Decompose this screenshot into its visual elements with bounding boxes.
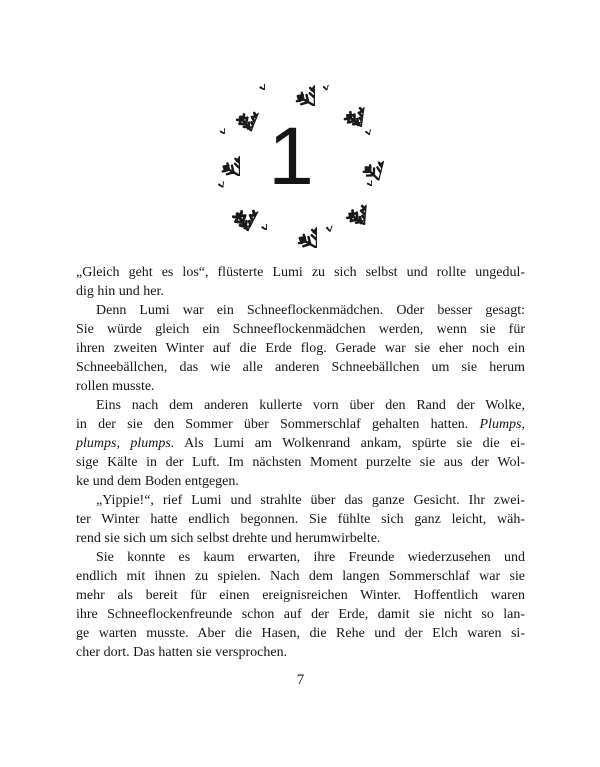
snowflake-icon — [360, 174, 372, 186]
text-line: „Yippie!“, rief Lumi und strahlte über das ganze Gesicht. Ihr zwei- — [96, 493, 525, 508]
chapter-text — [76, 263, 525, 662]
text-line: mehr als bereit für einen ereignisreichen Winter. Hoffentlich waren — [76, 588, 525, 603]
snowflake-icon — [273, 204, 317, 248]
text-line: ter Winter hatte endlich begonnen. Sie fühlte sich ganz leicht, wäh- — [76, 512, 525, 527]
chapter-ornament — [0, 0, 600, 260]
text-line: Eins nach dem anderen kullerte vorn über den Rand der Wolke, — [96, 398, 525, 413]
snowflake-icon — [252, 77, 265, 90]
text-line: ke und dem Boden entgegen. — [76, 474, 239, 489]
text-line: ihre Schneeflockenfreunde schon auf der Erde, damit sie nicht so lan- — [76, 607, 525, 622]
text-line: Schneebällchen, das wie alle anderen Schneebällchen um sie herum — [76, 360, 525, 375]
paragraph — [76, 548, 525, 662]
snowflake-icon — [213, 122, 225, 134]
text-line: cher dort. Das hatten sie versprochen. — [76, 645, 288, 660]
text-line: Sie würde gleich ein Schneeflockenmädchen werden, wenn sie für — [76, 322, 525, 337]
chapter-number: 1 — [268, 111, 314, 202]
page-number: 7 — [296, 672, 305, 688]
paragraph — [76, 396, 525, 491]
paragraph — [76, 263, 525, 301]
text-line: sige Kälte in der Luft. Im nächsten Moment purzelte sie aus der Wol- — [76, 455, 525, 470]
text-line: plumps, plumps. Als Lumi am Wolkenrand ankam, spürte sie die ei- — [76, 436, 525, 451]
text-line: „Gleich geht es los“, flüsterte Lumi zu sich selbst und rollte ungedul- — [76, 265, 525, 280]
snowflake-icon — [271, 62, 315, 106]
paragraph — [76, 491, 525, 548]
paragraph — [76, 301, 525, 396]
text-line: in der sie den Sommer über Sommerschlaf gehalten hatten. Plumps, — [76, 417, 525, 432]
text-line: ihren zweiten Winter auf die Erde flog. Gerade war sie eher noch ein — [76, 341, 525, 356]
text-line: Denn Lumi war ein Schneeflockenmädchen. Oder besser gesagt: — [96, 303, 525, 318]
text-line: Sie konnte es kaum erwarten, ihre Freunde wiederzusehen und — [96, 550, 525, 565]
snowflake-icon — [358, 121, 372, 135]
text-line: endlich mit ihnen zu spielen. Nach dem langen Sommerschlaf war sie — [76, 569, 525, 584]
text-line: ge warten musste. Aber die Hasen, die Rehe und der Elch waren si- — [76, 626, 525, 641]
snowflake-icon — [210, 173, 224, 187]
text-line: rend sie sich um sich selbst drehte und herumwirbelte. — [76, 531, 381, 546]
snowflake-icon — [254, 217, 267, 230]
text-line: rollen musste. — [76, 379, 155, 394]
text-line: dig hin und her. — [76, 284, 164, 299]
snowflake-icon — [339, 130, 390, 181]
